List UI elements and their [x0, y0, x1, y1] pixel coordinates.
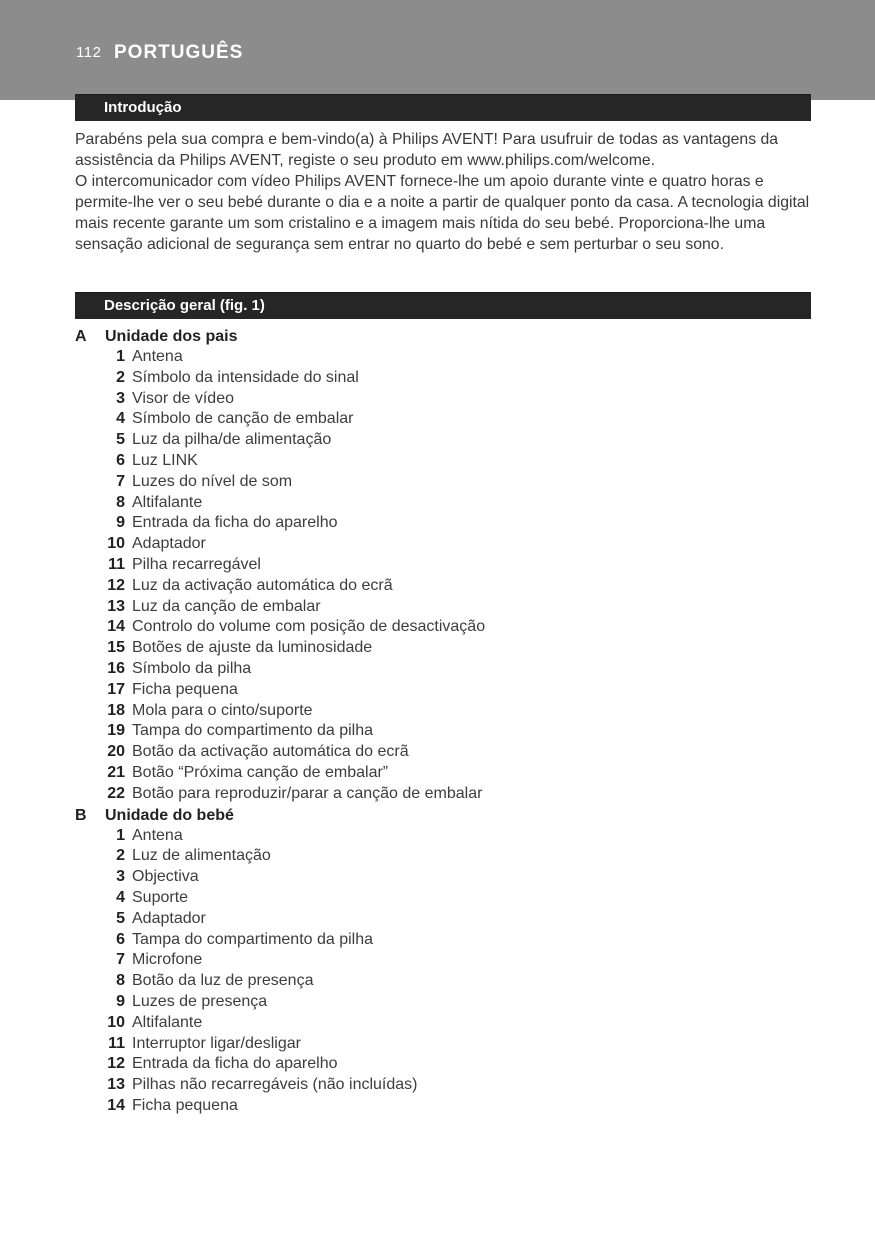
item-number: 2 — [116, 847, 125, 865]
item-label: Botão para reproduzir/parar a canção de embalar — [132, 784, 483, 802]
item-label: Suporte — [132, 888, 189, 906]
item-label: Luz da pilha/de alimentação — [132, 431, 332, 449]
list-item — [75, 826, 815, 847]
item-label: Luz da activação automática do ecrã — [132, 576, 393, 594]
intro-paragraph-2: O intercomunicador com vídeo Philips AVENT fornece-lhe um apoio durante vinte e quatro horas e permite-lhe ver o seu bebé durante o dia e a noite a partir de qualquer ponto da casa. A tecnologia digital mais recente garante um som cristalino e a imagem mais nítida do seu bebé. Proporciona-lhe uma sensação adicional de segurança sem entrar no quarto do bebé e sem perturbar o seu sono. — [75, 173, 810, 253]
item-number: 19 — [107, 722, 125, 740]
item-label: Luzes de presença — [132, 992, 268, 1010]
list-item — [75, 888, 815, 909]
item-label: Pilhas não recarregáveis (não incluídas) — [132, 1076, 418, 1094]
item-label: Botão “Próxima canção de embalar” — [132, 763, 389, 781]
item-number: 10 — [107, 1013, 125, 1031]
item-label: Tampa do compartimento da pilha — [132, 930, 374, 948]
item-label: Ficha pequena — [132, 1096, 238, 1114]
item-number: 2 — [116, 368, 125, 386]
item-label: Símbolo da pilha — [132, 659, 252, 677]
list-item — [75, 368, 815, 389]
group-title: Unidade do bebé — [105, 806, 234, 824]
list-item — [75, 680, 815, 701]
list-item — [75, 1075, 815, 1096]
list-item — [75, 950, 815, 971]
list-item — [75, 451, 815, 472]
list-item — [75, 763, 815, 784]
list-item — [75, 493, 815, 514]
list-item — [75, 534, 815, 555]
group-title: Unidade dos pais — [105, 328, 238, 345]
item-number: 10 — [107, 535, 125, 553]
item-number: 22 — [107, 784, 125, 802]
list-item — [75, 867, 815, 888]
item-label: Entrada da ficha do aparelho — [132, 1055, 338, 1073]
section-title-intro: Introdução — [104, 99, 182, 116]
item-label: Adaptador — [132, 535, 206, 553]
item-label: Ficha pequena — [132, 680, 238, 698]
list-item — [75, 992, 815, 1013]
list-item — [75, 555, 815, 576]
item-number: 3 — [116, 389, 125, 407]
item-number: 15 — [107, 639, 125, 657]
list-item — [75, 1013, 815, 1034]
item-label: Altifalante — [132, 1013, 203, 1031]
item-label: Controlo do volume com posição de desactivação — [132, 618, 486, 636]
item-label: Antena — [132, 826, 183, 844]
item-label: Símbolo de canção de embalar — [132, 410, 354, 428]
item-number: 14 — [107, 618, 125, 636]
item-number: 13 — [107, 1076, 125, 1094]
list-item — [75, 472, 815, 493]
list-item — [75, 617, 815, 638]
item-number: 20 — [107, 743, 125, 761]
list-item — [75, 971, 815, 992]
list-item — [75, 597, 815, 618]
item-label: Altifalante — [132, 493, 203, 511]
item-label: Botão da activação automática do ecrã — [132, 743, 409, 761]
item-number: 8 — [116, 972, 125, 990]
list-item — [75, 513, 815, 534]
item-label: Objectiva — [132, 868, 199, 886]
item-label: Botões de ajuste da luminosidade — [132, 639, 373, 657]
item-label: Visor de vídeo — [132, 389, 234, 407]
item-number: 18 — [107, 701, 125, 719]
item-number: 1 — [116, 348, 125, 365]
item-label: Botão da luz de presença — [132, 972, 314, 990]
list-item — [75, 409, 815, 430]
item-number: 4 — [116, 410, 125, 428]
parts-list — [75, 326, 815, 1117]
item-number: 13 — [107, 597, 125, 615]
item-number: 6 — [116, 930, 125, 948]
list-item — [75, 701, 815, 722]
item-number: 14 — [107, 1096, 125, 1114]
section-bar-overview — [75, 292, 811, 319]
item-label: Entrada da ficha do aparelho — [132, 514, 338, 532]
group-letter: A — [75, 328, 87, 345]
list-item — [75, 930, 815, 951]
intro-text — [75, 129, 815, 255]
item-label: Mola para o cinto/suporte — [132, 701, 313, 719]
item-label: Antena — [132, 348, 183, 365]
item-label: Adaptador — [132, 909, 206, 927]
item-label: Tampa do compartimento da pilha — [132, 722, 374, 740]
item-number: 6 — [116, 451, 125, 469]
item-number: 21 — [107, 763, 125, 781]
list-item — [75, 909, 815, 930]
list-item — [75, 1034, 815, 1055]
list-item — [75, 721, 815, 742]
item-number: 11 — [108, 555, 125, 573]
item-number: 3 — [116, 868, 125, 886]
header-band — [0, 0, 875, 100]
item-number: 11 — [108, 1034, 125, 1052]
list-item — [75, 638, 815, 659]
section-bar-intro — [75, 94, 811, 121]
item-number: 8 — [116, 493, 125, 511]
item-number: 12 — [107, 576, 125, 594]
list-item — [75, 1054, 815, 1075]
item-number: 7 — [116, 472, 125, 490]
group-heading — [75, 326, 815, 347]
section-title-overview: Descrição geral (fig. 1) — [104, 297, 265, 314]
list-item — [75, 659, 815, 680]
item-number: 1 — [116, 826, 125, 844]
list-item — [75, 430, 815, 451]
list-item — [75, 1096, 815, 1117]
item-number: 12 — [107, 1055, 125, 1073]
item-label: Interruptor ligar/desligar — [132, 1034, 301, 1052]
item-number: 7 — [116, 951, 125, 969]
list-item — [75, 576, 815, 597]
item-number: 9 — [116, 514, 125, 532]
item-label: Símbolo da intensidade do sinal — [132, 368, 359, 386]
item-number: 4 — [116, 888, 125, 906]
group-heading — [75, 805, 815, 826]
list-item — [75, 846, 815, 867]
item-number: 9 — [116, 992, 125, 1010]
item-label: Pilha recarregável — [132, 555, 261, 573]
item-label: Microfone — [132, 951, 203, 969]
item-number: 5 — [116, 909, 125, 927]
group-letter: B — [75, 806, 87, 824]
list-item — [75, 784, 815, 805]
item-label: Luzes do nível de som — [132, 472, 293, 490]
list-item — [75, 389, 815, 410]
intro-paragraph-1: Parabéns pela sua compra e bem-vindo(a) à Philips AVENT! Para usufruir de todas as vantagens da assistência da Philips AVENT, registe o seu produto em www.philips.com/welcome. — [75, 131, 779, 169]
item-label: Luz de alimentação — [132, 847, 271, 865]
item-label: Luz da canção de embalar — [132, 597, 321, 615]
page-number: 112 — [76, 44, 102, 61]
language-heading: PORTUGUÊS — [114, 42, 244, 63]
item-number: 5 — [116, 431, 125, 449]
item-label: Luz LINK — [132, 451, 198, 469]
list-item — [75, 347, 815, 368]
item-number: 16 — [107, 659, 125, 677]
list-item — [75, 742, 815, 763]
item-number: 17 — [107, 680, 125, 698]
